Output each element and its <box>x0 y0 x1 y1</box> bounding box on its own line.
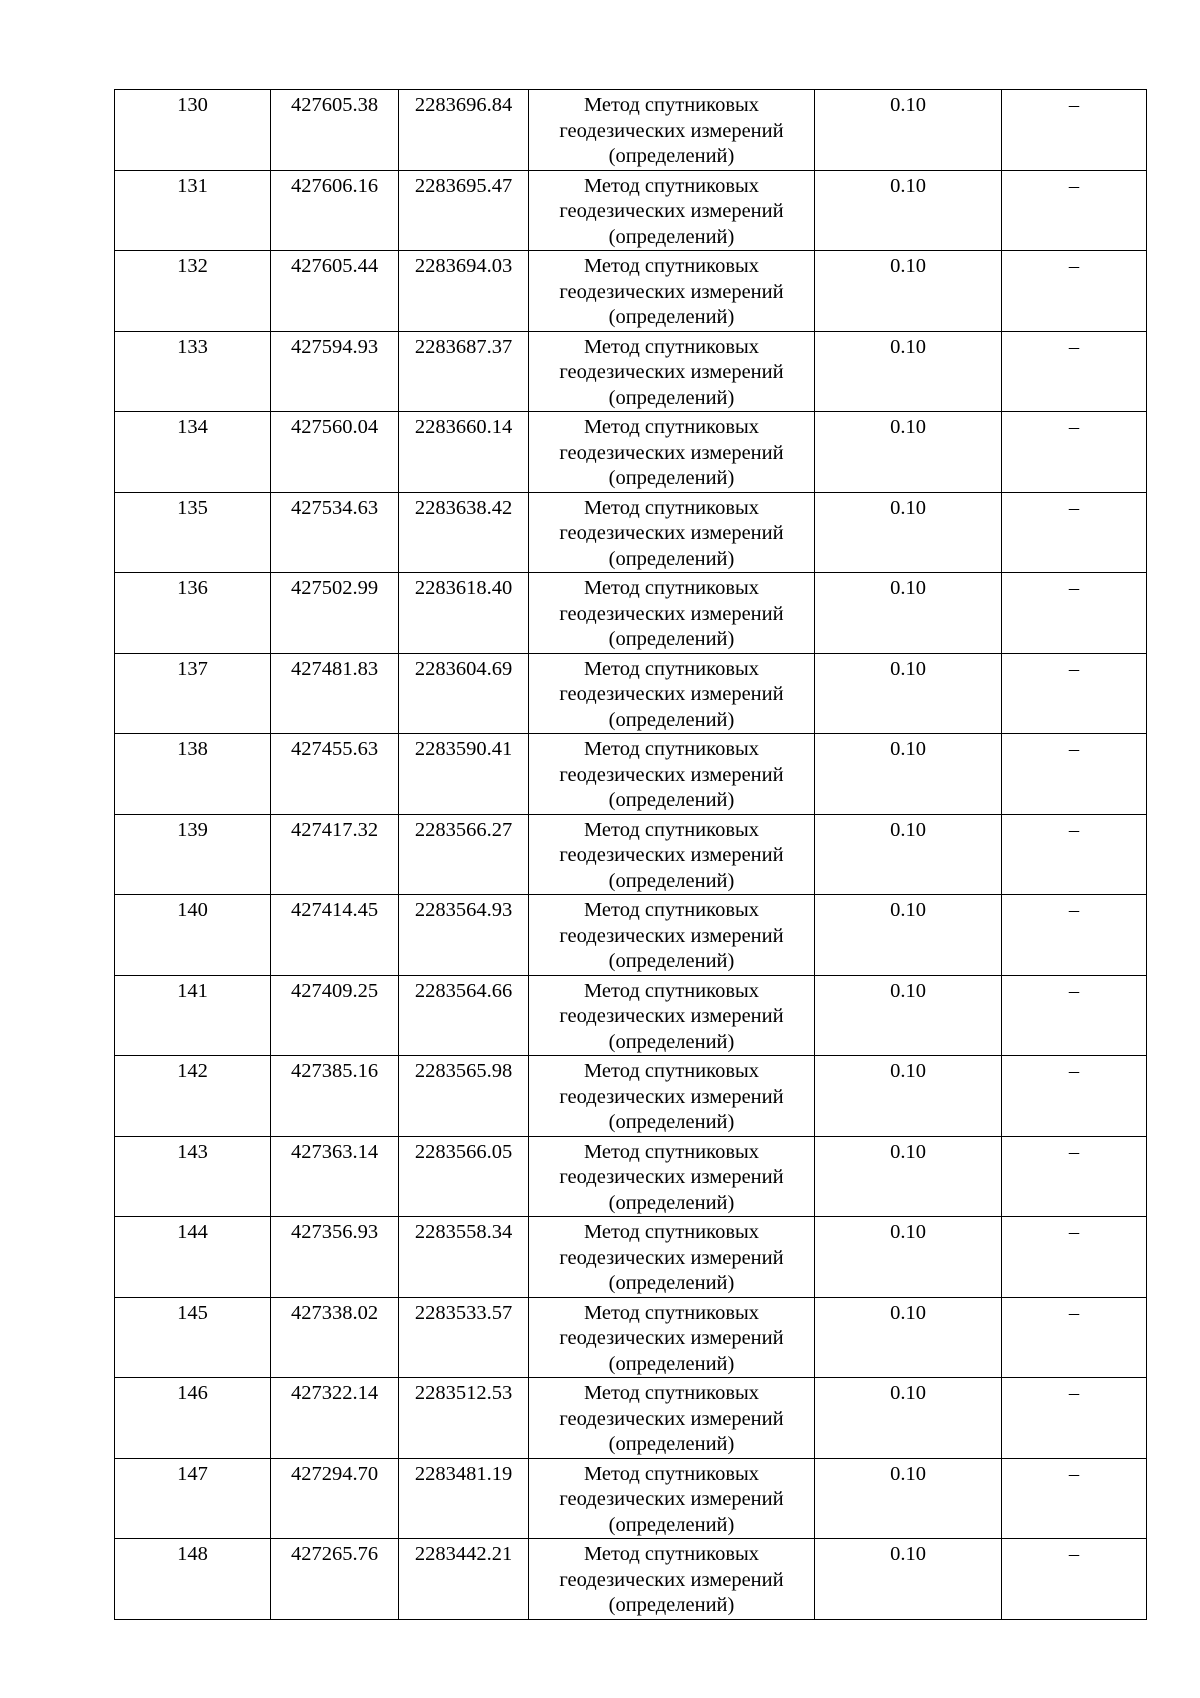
accuracy-cell: 0.10 <box>815 331 1002 412</box>
method-cell <box>529 90 815 171</box>
method-line: (определений) <box>608 1513 735 1536</box>
point-number-cell: 135 <box>115 492 271 573</box>
x-coordinate-cell: 427338.02 <box>271 1297 399 1378</box>
table-row <box>115 975 1147 1056</box>
table-row <box>115 251 1147 332</box>
point-number-cell: 145 <box>115 1297 271 1378</box>
method-cell <box>529 412 815 493</box>
point-number-cell: 136 <box>115 573 271 654</box>
x-coordinate-cell: 427481.83 <box>271 653 399 734</box>
note-cell: – <box>1002 1458 1147 1539</box>
method-line: Метод спутниковых <box>583 899 760 921</box>
y-coordinate-cell: 2283564.93 <box>399 895 529 976</box>
point-number-cell: 137 <box>115 653 271 734</box>
note-cell: – <box>1002 975 1147 1056</box>
y-coordinate-cell: 2283533.57 <box>399 1297 529 1378</box>
y-coordinate-cell: 2283564.66 <box>399 975 529 1056</box>
accuracy-cell: 0.10 <box>815 90 1002 171</box>
y-coordinate-cell: 2283566.05 <box>399 1136 529 1217</box>
method-line: Метод спутниковых <box>583 1221 760 1243</box>
coordinates-table <box>114 89 1147 1620</box>
method-line: геодезических измерений <box>559 280 784 303</box>
method-line: (определений) <box>608 547 735 570</box>
accuracy-cell: 0.10 <box>815 1297 1002 1378</box>
point-number-cell: 132 <box>115 251 271 332</box>
note-cell: – <box>1002 895 1147 976</box>
accuracy-cell: 0.10 <box>815 412 1002 493</box>
method-cell <box>529 1539 815 1620</box>
x-coordinate-cell: 427385.16 <box>271 1056 399 1137</box>
method-cell <box>529 895 815 976</box>
method-line: Метод спутниковых <box>583 496 760 519</box>
method-line: Метод спутниковых <box>583 979 760 1002</box>
table-row <box>115 1056 1147 1137</box>
table-row <box>115 1297 1147 1378</box>
y-coordinate-cell: 2283638.42 <box>399 492 529 573</box>
method-line: (определений) <box>608 1594 735 1616</box>
note-cell: – <box>1002 331 1147 412</box>
x-coordinate-cell: 427294.70 <box>271 1458 399 1539</box>
method-cell <box>529 1378 815 1459</box>
point-number-cell: 139 <box>115 814 271 895</box>
method-line: геодезических измерений <box>559 602 784 625</box>
accuracy-cell: 0.10 <box>815 1217 1002 1298</box>
method-cell <box>529 251 815 332</box>
method-line: Метод спутниковых <box>583 1543 760 1565</box>
note-cell: – <box>1002 814 1147 895</box>
method-line: (определений) <box>608 145 735 167</box>
point-number-cell: 130 <box>115 90 271 171</box>
y-coordinate-cell: 2283687.37 <box>399 331 529 412</box>
method-line: Метод спутниковых <box>583 255 760 277</box>
note-cell: – <box>1002 1539 1147 1620</box>
point-number-cell: 138 <box>115 734 271 815</box>
y-coordinate-cell: 2283696.84 <box>399 90 529 171</box>
method-line: (определений) <box>608 225 735 248</box>
method-line: Метод спутниковых <box>583 738 760 760</box>
y-coordinate-cell: 2283558.34 <box>399 1217 529 1298</box>
method-line: геодезических измерений <box>559 683 784 705</box>
method-cell <box>529 814 815 895</box>
method-line: Метод спутниковых <box>583 94 760 116</box>
table-row <box>115 895 1147 976</box>
method-line: (определений) <box>608 628 735 650</box>
accuracy-cell: 0.10 <box>815 1136 1002 1217</box>
x-coordinate-cell: 427605.38 <box>271 90 399 171</box>
accuracy-cell: 0.10 <box>815 1458 1002 1539</box>
note-cell: – <box>1002 1297 1147 1378</box>
method-cell <box>529 170 815 251</box>
method-line: Метод спутниковых <box>583 577 760 599</box>
note-cell: – <box>1002 251 1147 332</box>
method-line: (определений) <box>608 1191 735 1214</box>
note-cell: – <box>1002 1217 1147 1298</box>
accuracy-cell: 0.10 <box>815 653 1002 734</box>
x-coordinate-cell: 427606.16 <box>271 170 399 251</box>
method-line: (определений) <box>608 1352 735 1375</box>
method-line: геодезических измерений <box>559 441 784 464</box>
method-line: (определений) <box>608 386 735 409</box>
x-coordinate-cell: 427356.93 <box>271 1217 399 1298</box>
method-line: (определений) <box>608 789 735 811</box>
method-line: геодезических измерений <box>559 763 784 786</box>
table-row <box>115 653 1147 734</box>
method-line: Метод спутниковых <box>583 1382 760 1404</box>
method-cell <box>529 573 815 654</box>
method-cell <box>529 1136 815 1217</box>
note-cell: – <box>1002 653 1147 734</box>
method-line: геодезических измерений <box>559 1568 784 1591</box>
y-coordinate-cell: 2283566.27 <box>399 814 529 895</box>
point-number-cell: 134 <box>115 412 271 493</box>
table-row <box>115 1136 1147 1217</box>
accuracy-cell: 0.10 <box>815 1056 1002 1137</box>
method-line: геодезических измерений <box>559 119 784 142</box>
point-number-cell: 142 <box>115 1056 271 1137</box>
y-coordinate-cell: 2283660.14 <box>399 412 529 493</box>
method-cell <box>529 331 815 412</box>
point-number-cell: 141 <box>115 975 271 1056</box>
method-line: геодезических измерений <box>559 924 784 947</box>
x-coordinate-cell: 427414.45 <box>271 895 399 976</box>
note-cell: – <box>1002 90 1147 171</box>
coordinates-table-body <box>115 90 1147 1620</box>
method-line: Метод спутниковых <box>583 416 760 438</box>
table-row <box>115 734 1147 815</box>
note-cell: – <box>1002 1378 1147 1459</box>
method-line: (определений) <box>608 708 735 731</box>
x-coordinate-cell: 427594.93 <box>271 331 399 412</box>
note-cell: – <box>1002 734 1147 815</box>
y-coordinate-cell: 2283565.98 <box>399 1056 529 1137</box>
point-number-cell: 144 <box>115 1217 271 1298</box>
note-cell: – <box>1002 1136 1147 1217</box>
y-coordinate-cell: 2283604.69 <box>399 653 529 734</box>
method-line: геодезических измерений <box>559 1407 784 1430</box>
note-cell: – <box>1002 412 1147 493</box>
y-coordinate-cell: 2283590.41 <box>399 734 529 815</box>
table-row <box>115 814 1147 895</box>
table-row <box>115 1217 1147 1298</box>
x-coordinate-cell: 427417.32 <box>271 814 399 895</box>
method-line: Метод спутниковых <box>583 818 760 841</box>
method-line: (определений) <box>608 1433 735 1455</box>
method-line: геодезических измерений <box>559 200 784 222</box>
method-line: (определений) <box>608 869 735 892</box>
point-number-cell: 143 <box>115 1136 271 1217</box>
table-row <box>115 1458 1147 1539</box>
x-coordinate-cell: 427322.14 <box>271 1378 399 1459</box>
table-row <box>115 170 1147 251</box>
y-coordinate-cell: 2283695.47 <box>399 170 529 251</box>
method-cell <box>529 1217 815 1298</box>
method-cell <box>529 653 815 734</box>
point-number-cell: 148 <box>115 1539 271 1620</box>
table-row <box>115 492 1147 573</box>
method-cell <box>529 975 815 1056</box>
note-cell: – <box>1002 573 1147 654</box>
table-row <box>115 90 1147 171</box>
method-line: (определений) <box>608 950 735 972</box>
accuracy-cell: 0.10 <box>815 170 1002 251</box>
y-coordinate-cell: 2283694.03 <box>399 251 529 332</box>
note-cell: – <box>1002 492 1147 573</box>
method-line: Метод спутниковых <box>583 657 760 680</box>
method-cell <box>529 1056 815 1137</box>
accuracy-cell: 0.10 <box>815 814 1002 895</box>
accuracy-cell: 0.10 <box>815 975 1002 1056</box>
method-cell <box>529 1458 815 1539</box>
table-row <box>115 1539 1147 1620</box>
point-number-cell: 146 <box>115 1378 271 1459</box>
method-cell <box>529 1297 815 1378</box>
method-line: геодезических измерений <box>559 844 784 866</box>
accuracy-cell: 0.10 <box>815 251 1002 332</box>
method-line: (определений) <box>608 1272 735 1294</box>
method-line: Метод спутниковых <box>583 1060 760 1082</box>
y-coordinate-cell: 2283618.40 <box>399 573 529 654</box>
x-coordinate-cell: 427502.99 <box>271 573 399 654</box>
method-line: Метод спутниковых <box>583 1140 760 1163</box>
method-line: (определений) <box>608 306 735 328</box>
x-coordinate-cell: 427363.14 <box>271 1136 399 1217</box>
method-line: геодезических измерений <box>559 1085 784 1108</box>
y-coordinate-cell: 2283481.19 <box>399 1458 529 1539</box>
method-line: Метод спутниковых <box>583 174 760 197</box>
method-line: Метод спутниковых <box>583 1301 760 1324</box>
method-line: Метод спутниковых <box>583 335 760 358</box>
method-line: геодезических измерений <box>559 1166 784 1188</box>
point-number-cell: 147 <box>115 1458 271 1539</box>
method-cell <box>529 734 815 815</box>
point-number-cell: 133 <box>115 331 271 412</box>
x-coordinate-cell: 427409.25 <box>271 975 399 1056</box>
point-number-cell: 140 <box>115 895 271 976</box>
x-coordinate-cell: 427455.63 <box>271 734 399 815</box>
method-line: (определений) <box>608 1111 735 1133</box>
method-line: геодезических измерений <box>559 1488 784 1510</box>
method-line: Метод спутниковых <box>583 1462 760 1485</box>
table-row <box>115 1378 1147 1459</box>
note-cell: – <box>1002 170 1147 251</box>
accuracy-cell: 0.10 <box>815 1378 1002 1459</box>
accuracy-cell: 0.10 <box>815 895 1002 976</box>
table-row <box>115 412 1147 493</box>
x-coordinate-cell: 427534.63 <box>271 492 399 573</box>
method-line: геодезических измерений <box>559 1005 784 1027</box>
method-cell <box>529 492 815 573</box>
accuracy-cell: 0.10 <box>815 734 1002 815</box>
x-coordinate-cell: 427265.76 <box>271 1539 399 1620</box>
point-number-cell: 131 <box>115 170 271 251</box>
method-line: геодезических измерений <box>559 1246 784 1269</box>
accuracy-cell: 0.10 <box>815 492 1002 573</box>
method-line: геодезических измерений <box>559 1327 784 1349</box>
x-coordinate-cell: 427605.44 <box>271 251 399 332</box>
method-line: (определений) <box>608 1030 735 1053</box>
accuracy-cell: 0.10 <box>815 1539 1002 1620</box>
y-coordinate-cell: 2283512.53 <box>399 1378 529 1459</box>
method-line: геодезических измерений <box>559 522 784 544</box>
method-line: геодезических измерений <box>559 361 784 383</box>
accuracy-cell: 0.10 <box>815 573 1002 654</box>
x-coordinate-cell: 427560.04 <box>271 412 399 493</box>
table-row <box>115 573 1147 654</box>
y-coordinate-cell: 2283442.21 <box>399 1539 529 1620</box>
note-cell: – <box>1002 1056 1147 1137</box>
table-row <box>115 331 1147 412</box>
method-line: (определений) <box>608 467 735 489</box>
